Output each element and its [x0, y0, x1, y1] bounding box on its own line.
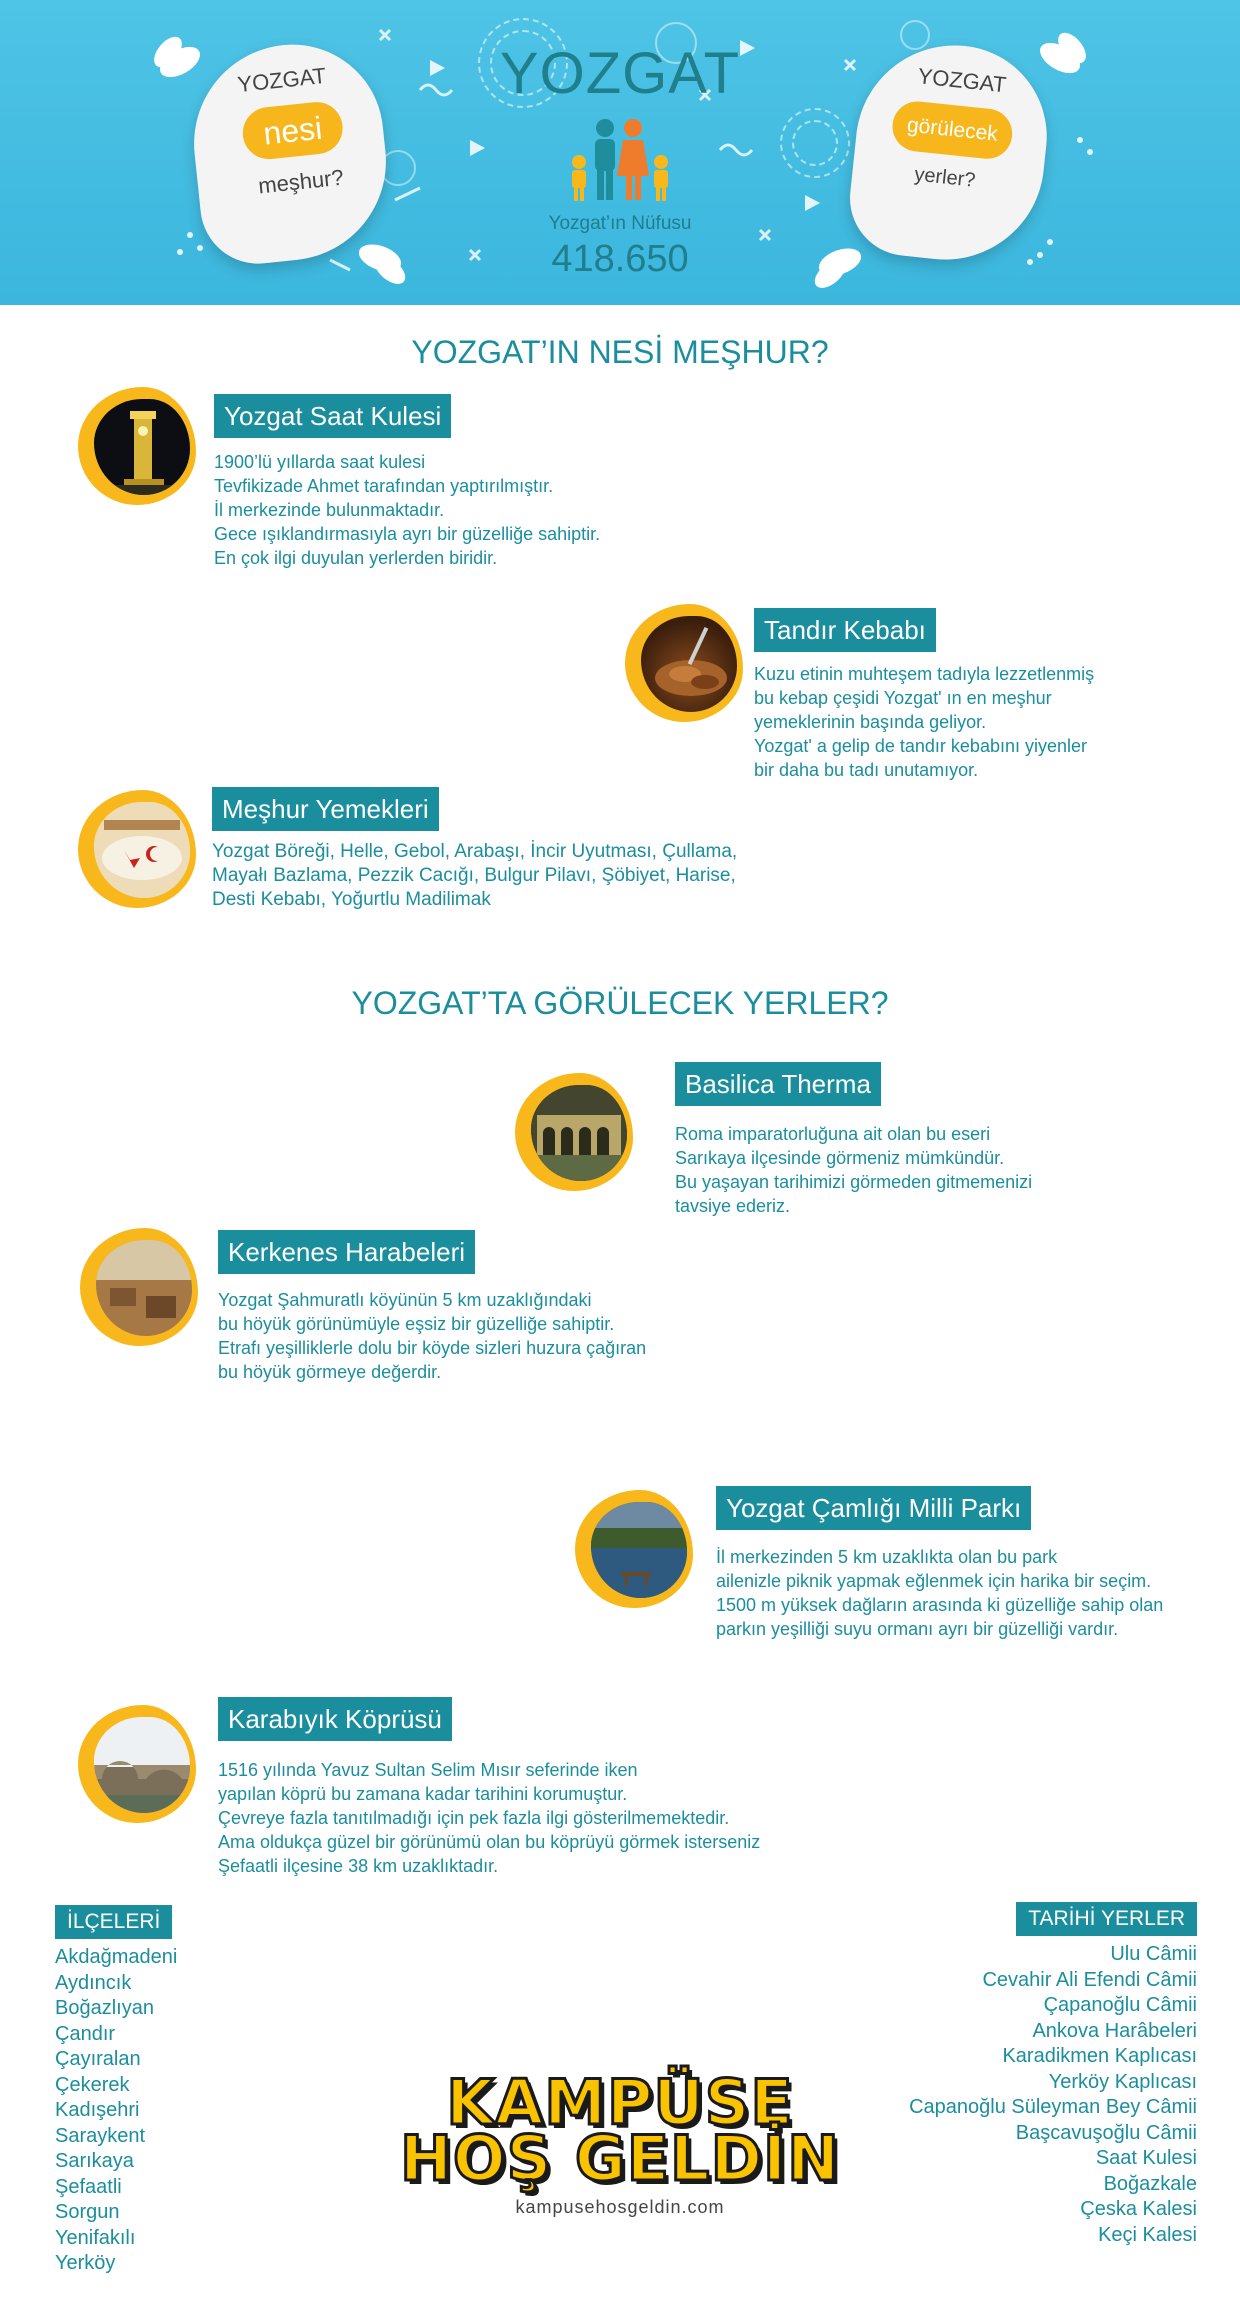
- bridge-icon: [94, 1717, 190, 1813]
- clock-tower-title: Yozgat Saat Kulesi: [214, 394, 451, 438]
- historic-list: [909, 1942, 1197, 2248]
- kerkenes-title: Kerkenes Harabeleri: [218, 1230, 475, 1274]
- list-item: Saraykent: [55, 2124, 146, 2147]
- historic-label: TARİHİ YERLER: [1016, 1902, 1197, 1936]
- list-item: Çapanoğlu Câmii: [1043, 1994, 1197, 2016]
- kerkenes-description: Yozgat Şahmuratlı köyünün 5 km uzaklığındaki bu höyük görünümüyle eşsiz bir güzelliğe sahiptir. Etrafı yeşilliklerle dolu bir köyde sizleri huzura çağıran bu höyük görmeye değerdir.: [218, 1290, 647, 1382]
- population-value: 418.650: [551, 238, 689, 280]
- right-bubble-pill: görülecek: [890, 99, 1015, 161]
- karabiyik-bridge-description: 1516 yılında Yavuz Sultan Selim Mısır seferinde iken yapılan köprü bu zamana kadar tarihini korumuştur. Çevreye fazla tanıtılmadığı için pek fazla ilgi gösterilmemektedir. Ama oldukça güzel bir görünümü olan bu köprüyü görmek isterseniz Şefaatli ilçesine 38 km uzaklıktadır.: [218, 1760, 761, 1876]
- list-item: Sorgun: [55, 2201, 120, 2223]
- list-item: Şefaatli: [55, 2175, 122, 2198]
- right-bubble-bottom-text: yerler?: [913, 163, 977, 192]
- basilica-therma-description: Roma imparatorluğuna ait olan bu eseri Sarıkaya ilçesinde görmeniz mümkündür. Bu yaşayan tarihimizi görmeden gitmemenizi tavsiye ederiz.: [675, 1124, 1033, 1216]
- left-bubble-pill: nesi: [240, 100, 345, 162]
- list-item: Keçi Kalesi: [1098, 2223, 1197, 2246]
- ruins-icon: [96, 1240, 192, 1336]
- list-item: Ankova Harâbeleri: [1032, 2019, 1197, 2042]
- list-item: Çandır: [55, 2022, 116, 2045]
- list-item: Çeska Kalesi: [1080, 2198, 1197, 2220]
- districts-label: İLÇELERİ: [55, 1905, 172, 1939]
- dishes-description: Yozgat Böreği, Helle, Gebol, Arabaşı, İncir Uyutması, Çullama, Mayałı Bazlama, Pezzik Cacığı, Bulgur Pilavı, Şöbiyet, Harise, Desti Kebabı, Yoğurtlu Madilimak: [212, 841, 738, 910]
- lake-icon: [591, 1502, 687, 1598]
- basilica-therma-image: [515, 1073, 633, 1191]
- camligi-park-image: [575, 1490, 693, 1608]
- list-item: Kadışehri: [55, 2099, 140, 2121]
- camligi-park-title: Yozgat Çamlığı Milli Parkı: [716, 1486, 1031, 1530]
- list-item: Boğazlıyan: [55, 1997, 154, 2019]
- kebab-icon: [641, 616, 737, 712]
- list-item: Akdağmadeni: [55, 1946, 178, 1968]
- left-bubble-bottom-text: meşhur?: [257, 164, 345, 199]
- list-item: Aydıncık: [55, 1971, 132, 1994]
- logo-line-1: KAMPÜSE: [446, 2066, 794, 2139]
- basilica-therma-title: Basilica Therma: [675, 1062, 881, 1106]
- tandir-kebab-image: [625, 604, 743, 722]
- population-label: Yozgat’ın Nüfusu: [548, 213, 692, 234]
- list-item: Boğazkale: [1103, 2172, 1197, 2195]
- list-item: Yerköy Kaplıcası: [1048, 2070, 1197, 2093]
- header-banner: [0, 0, 1240, 305]
- plate-icon: [94, 802, 190, 898]
- list-item: Saat Kulesi: [1095, 2147, 1197, 2169]
- list-item: Capanoğlu Süleyman Bey Câmii: [909, 2096, 1197, 2118]
- clock-tower-image: [78, 387, 196, 505]
- tandir-kebab-description: Kuzu etinin muhteşem tadıyla lezzetlenmiş bu kebap çeşidi Yozgat' ın en meşhur yemeklerinin başında geliyor. Yozgat' a gelip de tandır kebabını yiyenler bir daha bu tadı unutamıyor.: [754, 664, 1095, 780]
- karabiyik-bridge-image: [78, 1705, 196, 1823]
- left-bubble-top-text: YOZGAT: [236, 62, 328, 98]
- places-heading: YOZGAT’TA GÖRÜLECEK YERLER?: [351, 985, 889, 1021]
- dishes-image: [78, 790, 196, 908]
- list-item: Yerköy: [55, 2252, 116, 2274]
- family-icon: [565, 118, 675, 204]
- list-item: Karadikmen Kaplıcası: [1002, 2045, 1197, 2067]
- clock-tower-description: 1900’lü yıllarda saat kulesi Tevfikizade Ahmet tarafından yaptırılmıştır. İl merkezinde bulunmaktadır. Gece ışıklandırmasıyla ayrı bir güzelliğe sahiptir. En çok ilgi duyulan yerlerden biridir.: [214, 452, 601, 568]
- list-item: Ulu Câmii: [1110, 1943, 1197, 1965]
- karabiyik-bridge-title: Karabıyık Köprüsü: [218, 1697, 452, 1741]
- list-item: Yenifakılı: [55, 2226, 136, 2249]
- list-item: Başcavuşoğlu Câmii: [1015, 2121, 1197, 2144]
- banner-title: YOZGAT: [499, 41, 741, 106]
- brand-logo: [395, 2066, 845, 2218]
- list-item: Çekerek: [55, 2073, 130, 2096]
- dishes-title: Meşhur Yemekleri: [212, 787, 439, 831]
- list-item: Çayıralan: [55, 2048, 141, 2070]
- list-item: Cevahir Ali Efendi Câmii: [982, 1968, 1197, 1991]
- clock-tower-icon: [94, 399, 190, 495]
- kerkenes-image: [80, 1228, 198, 1346]
- famous-heading: YOZGAT’IN NESİ MEŞHUR?: [411, 334, 829, 370]
- logo-line-2: HOŞ GELDİN: [399, 2122, 840, 2195]
- logo-url: kampusehosgeldin.com: [515, 2197, 725, 2217]
- right-bubble-top-text: YOZGAT: [916, 63, 1008, 98]
- list-item: Sarıkaya: [55, 2150, 134, 2172]
- districts-list: [55, 1945, 177, 2277]
- arches-icon: [531, 1085, 627, 1181]
- tandir-kebab-title: Tandır Kebabı: [754, 608, 936, 652]
- camligi-park-description: İl merkezinden 5 km uzaklıkta olan bu park ailenizle piknik yapmak eğlenmek için harika bir seçim. 1500 m yüksek dağların arasında ki güzelliğe sahip olan parkın yeşilliği suyu ormanı ayrı bir güzelliği vardır.: [716, 1547, 1164, 1639]
